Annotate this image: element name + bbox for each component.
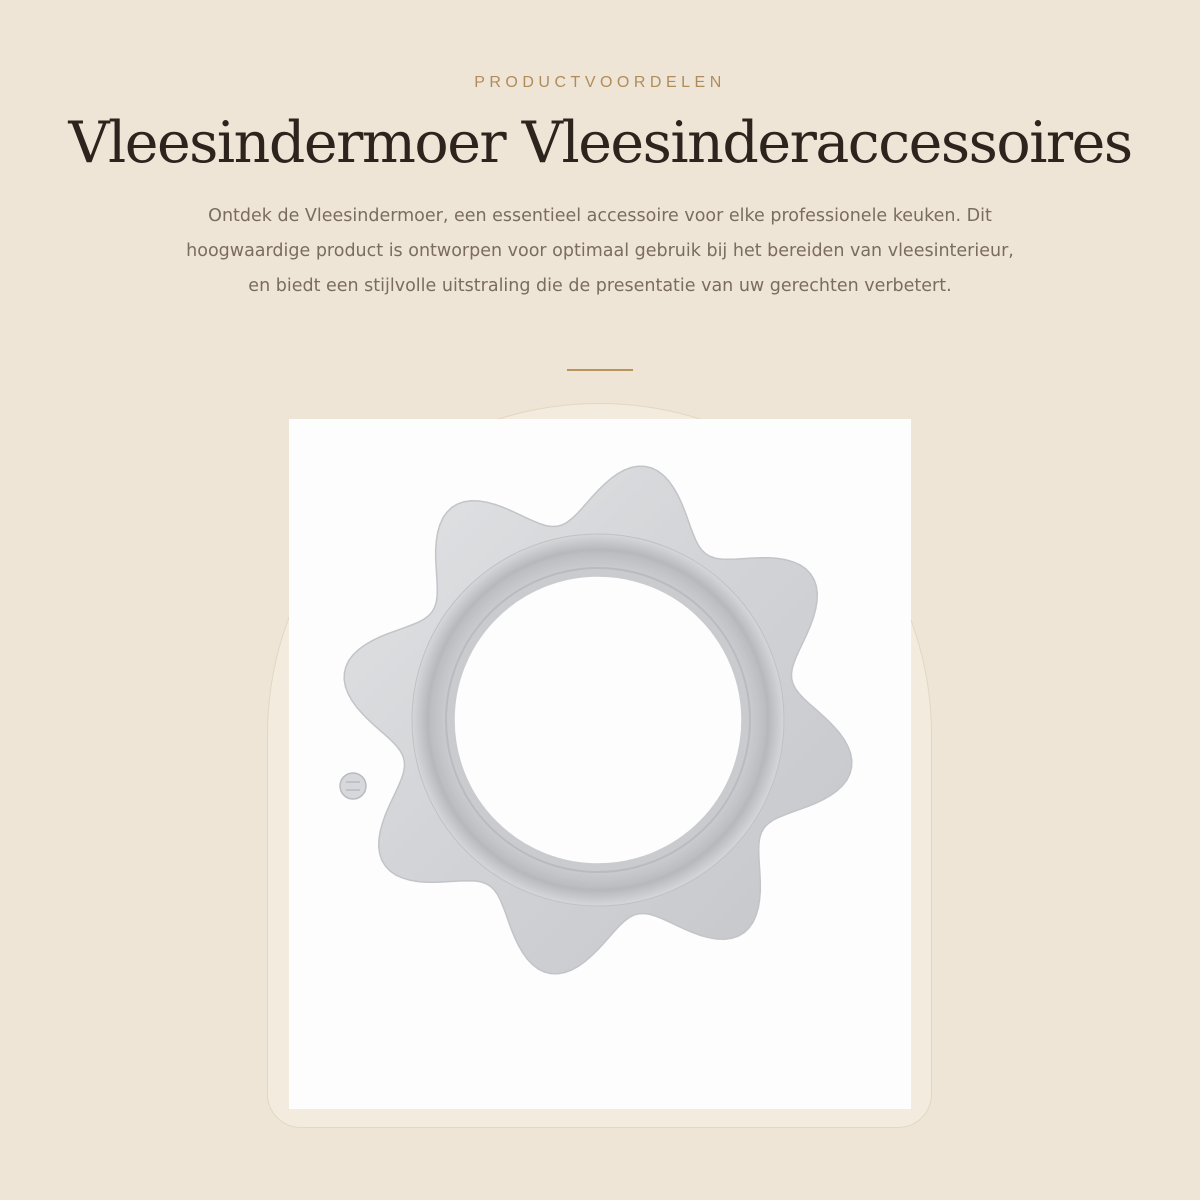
product-image bbox=[289, 419, 911, 1109]
section-eyebrow: PRODUCTVOORDELEN bbox=[474, 74, 726, 91]
nut-hole bbox=[454, 576, 742, 864]
page-title: Vleesindermoer Vleesinderaccessoires bbox=[68, 110, 1132, 176]
divider bbox=[567, 369, 633, 371]
mark-dimple bbox=[340, 773, 366, 799]
grinder-nut-illustration bbox=[289, 419, 911, 1109]
product-description: Ontdek de Vleesindermoer, een essentieel accessoire voor elke professionele keuken. Dit hoogwaardige product is ontworpen voor optimaal gebruik bij het bereiden van vleesinterieur, en biedt een stijlvolle uitstraling die de presentatie van uw gerechten verbetert. bbox=[186, 206, 1014, 296]
